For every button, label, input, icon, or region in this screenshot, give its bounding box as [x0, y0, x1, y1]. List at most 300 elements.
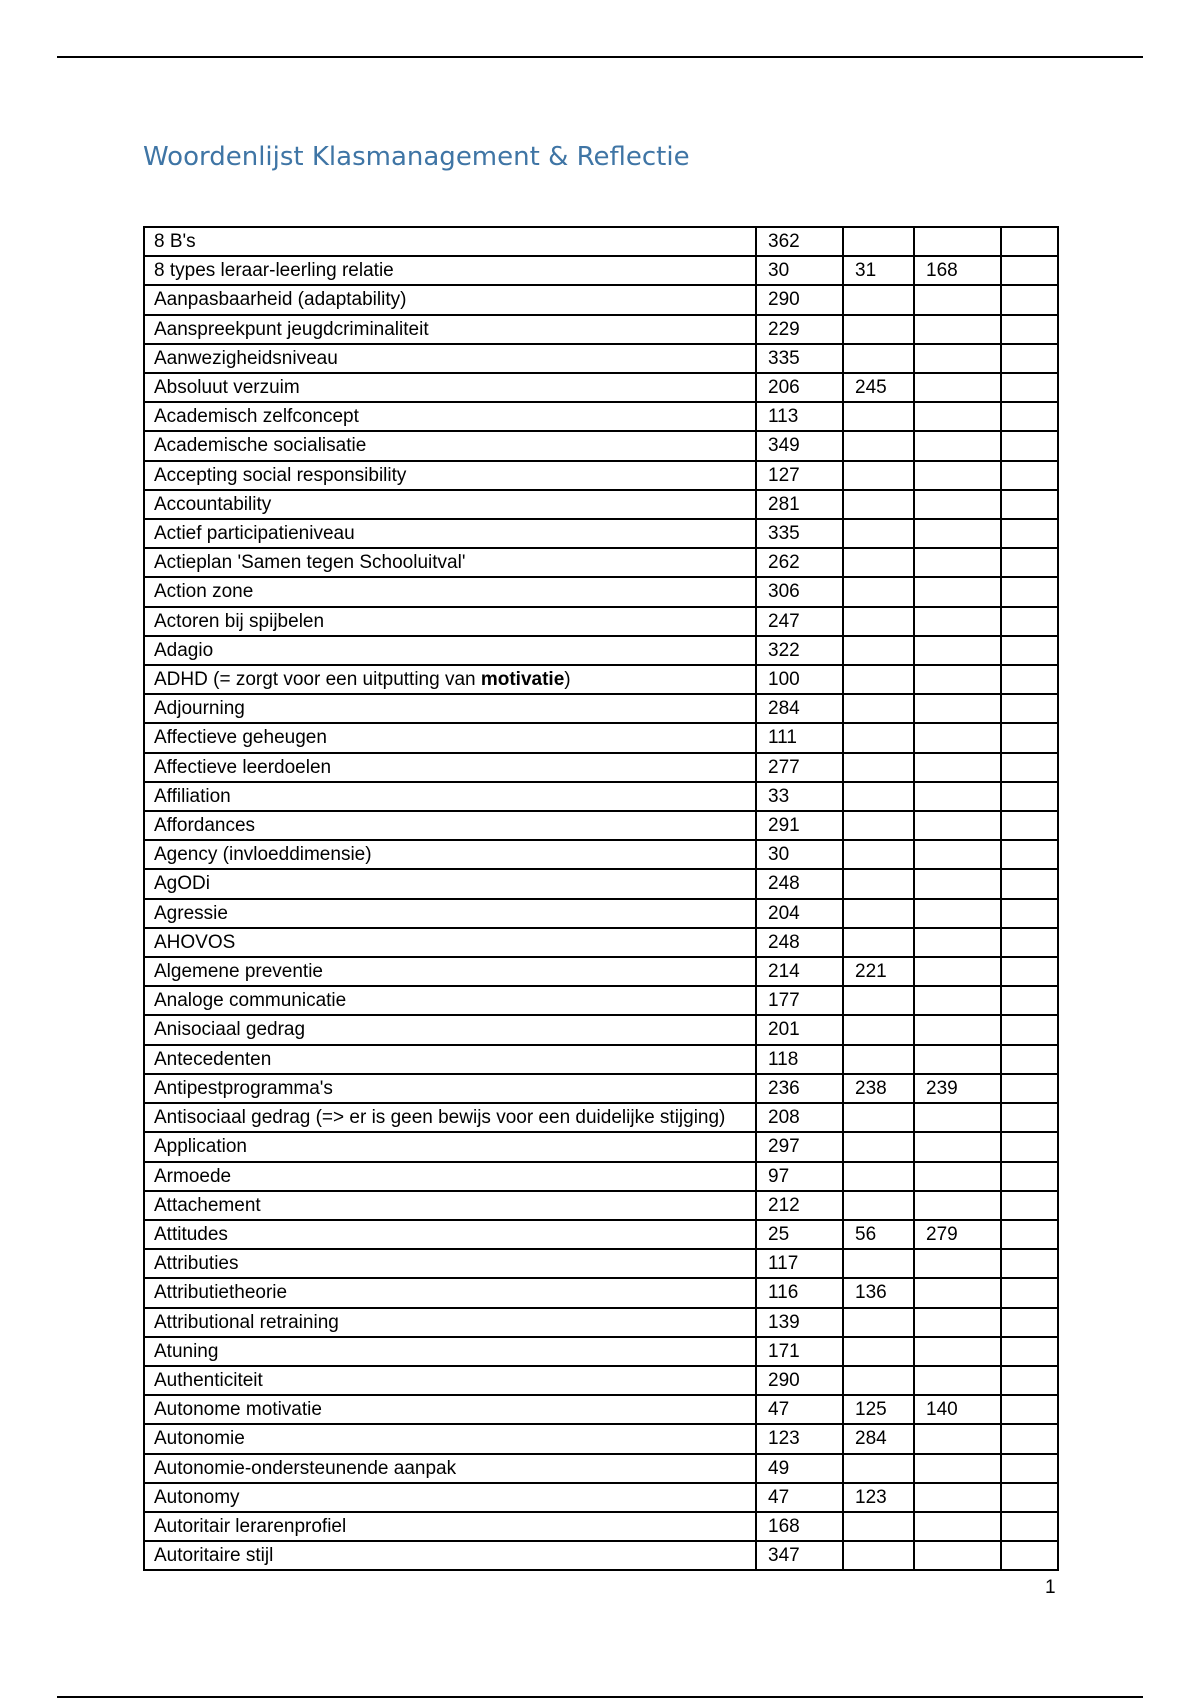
- page-ref-cell: [843, 1162, 914, 1191]
- page-ref-cell: 30: [756, 256, 843, 285]
- term-cell: [144, 986, 756, 1015]
- page-ref-cell: [1001, 1395, 1058, 1424]
- page-ref-cell: [1001, 548, 1058, 577]
- page-ref-cell: [1001, 577, 1058, 606]
- page-ref-cell: [843, 548, 914, 577]
- page-ref-cell: [914, 1132, 1001, 1161]
- term-text: Autonomie-ondersteunende aanpak: [154, 1457, 457, 1479]
- table-row: [144, 1162, 1058, 1191]
- page-ref-cell: [1001, 1512, 1058, 1541]
- term-cell: [144, 1220, 756, 1249]
- page-ref-cell: [843, 811, 914, 840]
- page-ref-cell: [914, 1483, 1001, 1512]
- page-ref-cell: [1001, 1308, 1058, 1337]
- page-ref-cell: 33: [756, 782, 843, 811]
- page-ref-cell: 279: [914, 1220, 1001, 1249]
- page-ref-cell: [1001, 723, 1058, 752]
- page-ref-cell: [843, 840, 914, 869]
- page-ref-cell: [914, 840, 1001, 869]
- page-ref-cell: 229: [756, 315, 843, 344]
- term-cell: [144, 373, 756, 402]
- term-cell: [144, 899, 756, 928]
- page-ref-cell: [1001, 1454, 1058, 1483]
- term-text: Antipestprogramma's: [154, 1077, 333, 1099]
- page-ref-cell: 100: [756, 665, 843, 694]
- table-row: [144, 1249, 1058, 1278]
- page-ref-cell: [1001, 1103, 1058, 1132]
- term-cell: [144, 461, 756, 490]
- page-ref-cell: 113: [756, 402, 843, 431]
- page-ref-cell: [914, 1337, 1001, 1366]
- term-cell: [144, 1162, 756, 1191]
- table-row: [144, 694, 1058, 723]
- page-ref-cell: [843, 402, 914, 431]
- page-ref-cell: [914, 519, 1001, 548]
- term-text: Actieplan 'Samen tegen Schooluitval': [154, 552, 466, 574]
- page-ref-cell: [1001, 490, 1058, 519]
- term-text: Attributies: [154, 1253, 239, 1275]
- page-ref-cell: [914, 402, 1001, 431]
- page-ref-cell: 127: [756, 461, 843, 490]
- term-cell: [144, 1015, 756, 1044]
- term-text-suffix: ): [564, 669, 571, 691]
- page-ref-cell: [1001, 1541, 1058, 1570]
- table-row: [144, 1074, 1058, 1103]
- table-row: [144, 1395, 1058, 1424]
- page-ref-cell: [914, 1103, 1001, 1132]
- table-row: [144, 1337, 1058, 1366]
- page-ref-cell: [843, 782, 914, 811]
- page-ref-cell: [914, 1512, 1001, 1541]
- term-text: Affiliation: [154, 785, 231, 807]
- page-ref-cell: 47: [756, 1483, 843, 1512]
- page-ref-cell: [843, 519, 914, 548]
- page-ref-cell: [843, 285, 914, 314]
- term-cell: [144, 1337, 756, 1366]
- page-ref-cell: 140: [914, 1395, 1001, 1424]
- page-ref-cell: 123: [843, 1483, 914, 1512]
- page-ref-cell: 168: [914, 256, 1001, 285]
- page-ref-cell: [914, 1366, 1001, 1395]
- page-ref-cell: [914, 344, 1001, 373]
- term-text: Affordances: [154, 815, 256, 837]
- page-ref-cell: [914, 986, 1001, 1015]
- page-ref-cell: 204: [756, 899, 843, 928]
- page-ref-cell: 362: [756, 227, 843, 256]
- term-text: 8 B's: [154, 231, 196, 252]
- table-row: [144, 986, 1058, 1015]
- term-cell: [144, 1074, 756, 1103]
- page-ref-cell: [1001, 1191, 1058, 1220]
- page-ref-cell: 201: [756, 1015, 843, 1044]
- page-ref-cell: [1001, 1337, 1058, 1366]
- table-row: [144, 577, 1058, 606]
- table-row: [144, 665, 1058, 694]
- term-text: AHOVOS: [154, 931, 236, 953]
- table-row: [144, 607, 1058, 636]
- page-ref-cell: 47: [756, 1395, 843, 1424]
- term-cell: [144, 723, 756, 752]
- table-row: [144, 461, 1058, 490]
- page-ref-cell: [843, 1015, 914, 1044]
- term-cell: [144, 1045, 756, 1074]
- page-ref-cell: [843, 607, 914, 636]
- table-row: [144, 1366, 1058, 1395]
- term-cell: [144, 256, 756, 285]
- term-cell: [144, 1308, 756, 1337]
- table-row: [144, 227, 1058, 256]
- page-ref-cell: [914, 577, 1001, 606]
- page-ref-cell: [843, 461, 914, 490]
- term-text: Academische socialisatie: [154, 435, 367, 457]
- table-row: [144, 373, 1058, 402]
- page-ref-cell: [914, 723, 1001, 752]
- page-ref-cell: 118: [756, 1045, 843, 1074]
- table-row: [144, 1512, 1058, 1541]
- page-ref-cell: 177: [756, 986, 843, 1015]
- term-text: Accepting social responsibility: [154, 464, 407, 486]
- term-cell: [144, 344, 756, 373]
- page-ref-cell: [914, 636, 1001, 665]
- term-cell: [144, 840, 756, 869]
- term-text: AgODi: [154, 873, 210, 895]
- term-text: Antisociaal gedrag (=> er is geen bewijs voor een duidelijke stijging): [154, 1107, 726, 1129]
- page-ref-cell: 214: [756, 957, 843, 986]
- term-cell: [144, 869, 756, 898]
- page-ref-cell: 248: [756, 869, 843, 898]
- term-text: Autoritaire stijl: [154, 1545, 274, 1567]
- page-ref-cell: [843, 928, 914, 957]
- term-cell: [144, 1424, 756, 1453]
- document-title: Woordenlijst Klasmanagement & Reflectie: [143, 142, 690, 172]
- table-row: [144, 1045, 1058, 1074]
- term-text: Accountability: [154, 493, 272, 515]
- page-ref-cell: [1001, 928, 1058, 957]
- glossary-table: [143, 226, 1059, 1571]
- term-text: Analoge communicatie: [154, 990, 347, 1012]
- table-row: [144, 519, 1058, 548]
- term-text: Autonomie: [154, 1428, 245, 1450]
- page-ref-cell: 49: [756, 1454, 843, 1483]
- page-ref-cell: 136: [843, 1278, 914, 1307]
- table-row: [144, 344, 1058, 373]
- page-ref-cell: [843, 431, 914, 460]
- page-ref-cell: 117: [756, 1249, 843, 1278]
- term-cell: [144, 1541, 756, 1570]
- page-ref-cell: [1001, 636, 1058, 665]
- page-ref-cell: [914, 548, 1001, 577]
- term-text: Academisch zelfconcept: [154, 406, 359, 428]
- table-row: [144, 1278, 1058, 1307]
- page-ref-cell: [843, 1103, 914, 1132]
- page-ref-cell: [1001, 1132, 1058, 1161]
- page-ref-cell: [914, 782, 1001, 811]
- term-text: Armoede: [154, 1165, 232, 1187]
- page-ref-cell: [1001, 1249, 1058, 1278]
- page-ref-cell: 25: [756, 1220, 843, 1249]
- term-text: Agency (invloeddimensie): [154, 844, 372, 866]
- term-cell: [144, 1278, 756, 1307]
- page-ref-cell: [914, 957, 1001, 986]
- term-text: Autonomy: [154, 1486, 240, 1508]
- term-text: Adagio: [154, 639, 214, 661]
- page-ref-cell: 306: [756, 577, 843, 606]
- page-ref-cell: [1001, 753, 1058, 782]
- page-ref-cell: [914, 1308, 1001, 1337]
- term-text: ADHD (= zorgt voor een uitputting van: [154, 669, 481, 691]
- page-ref-cell: [1001, 1278, 1058, 1307]
- term-text: Aanpasbaarheid (adaptability): [154, 289, 407, 311]
- page-ref-cell: 171: [756, 1337, 843, 1366]
- term-cell: [144, 1395, 756, 1424]
- page-ref-cell: [1001, 1366, 1058, 1395]
- term-text: Affectieve geheugen: [154, 727, 327, 749]
- page-ref-cell: 281: [756, 490, 843, 519]
- table-row: [144, 548, 1058, 577]
- page-ref-cell: [914, 1045, 1001, 1074]
- table-row: [144, 957, 1058, 986]
- table-row: [144, 1015, 1058, 1044]
- page-ref-cell: 31: [843, 256, 914, 285]
- page-ref-cell: [1001, 461, 1058, 490]
- table-row: [144, 256, 1058, 285]
- table-row: [144, 1220, 1058, 1249]
- page-ref-cell: [1001, 256, 1058, 285]
- table-row: [144, 723, 1058, 752]
- page-ref-cell: [1001, 957, 1058, 986]
- term-text: Aanspreekpunt jeugdcriminaliteit: [154, 318, 429, 340]
- page-ref-cell: [843, 344, 914, 373]
- page-ref-cell: [1001, 1045, 1058, 1074]
- page-number: 1: [1045, 1577, 1056, 1598]
- page-ref-cell: [843, 753, 914, 782]
- page-ref-cell: [914, 461, 1001, 490]
- page-ref-cell: [843, 636, 914, 665]
- term-text: Antecedenten: [154, 1048, 272, 1070]
- term-cell: [144, 1512, 756, 1541]
- page-ref-cell: 248: [756, 928, 843, 957]
- term-text: Aanwezigheidsniveau: [154, 347, 338, 369]
- page-ref-cell: 277: [756, 753, 843, 782]
- page-ref-cell: 208: [756, 1103, 843, 1132]
- term-cell: [144, 811, 756, 840]
- page-ref-cell: [843, 694, 914, 723]
- table-row: [144, 1483, 1058, 1512]
- term-cell: [144, 315, 756, 344]
- page-ref-cell: [1001, 1074, 1058, 1103]
- table-row: [144, 636, 1058, 665]
- term-cell: [144, 928, 756, 957]
- term-cell: [144, 782, 756, 811]
- table-row: [144, 1132, 1058, 1161]
- page-ref-cell: 262: [756, 548, 843, 577]
- page-ref-cell: 335: [756, 344, 843, 373]
- term-text: Anisociaal gedrag: [154, 1019, 306, 1041]
- page-ref-cell: [1001, 344, 1058, 373]
- page-ref-cell: 212: [756, 1191, 843, 1220]
- page-ref-cell: 139: [756, 1308, 843, 1337]
- page-ref-cell: 347: [756, 1541, 843, 1570]
- term-text: Actief participatieniveau: [154, 523, 355, 545]
- term-text: Attachement: [154, 1194, 261, 1216]
- page-ref-cell: [1001, 665, 1058, 694]
- term-cell: [144, 636, 756, 665]
- page-ref-cell: [1001, 811, 1058, 840]
- table-row: [144, 1424, 1058, 1453]
- page-ref-cell: [843, 1337, 914, 1366]
- page-ref-cell: [843, 315, 914, 344]
- page-ref-cell: [1001, 1483, 1058, 1512]
- page-ref-cell: [914, 315, 1001, 344]
- term-cell: [144, 402, 756, 431]
- page-ref-cell: 221: [843, 957, 914, 986]
- page-ref-cell: [914, 1454, 1001, 1483]
- page-ref-cell: [1001, 782, 1058, 811]
- table-row: [144, 928, 1058, 957]
- page-ref-cell: [914, 1191, 1001, 1220]
- table-row: [144, 1103, 1058, 1132]
- header-rule: [57, 56, 1143, 58]
- page-ref-cell: [843, 1541, 914, 1570]
- term-cell: [144, 607, 756, 636]
- page-ref-cell: [1001, 1015, 1058, 1044]
- table-row: [144, 285, 1058, 314]
- page-ref-cell: 290: [756, 1366, 843, 1395]
- table-row: [144, 1191, 1058, 1220]
- page-ref-cell: [914, 285, 1001, 314]
- footer-rule: [57, 1696, 1143, 1698]
- table-row: [144, 490, 1058, 519]
- page-ref-cell: 56: [843, 1220, 914, 1249]
- page-ref-cell: [843, 1249, 914, 1278]
- page-ref-cell: [843, 1045, 914, 1074]
- page-ref-cell: [1001, 285, 1058, 314]
- term-cell: [144, 694, 756, 723]
- page-ref-cell: [914, 1541, 1001, 1570]
- table-row: [144, 899, 1058, 928]
- table-row: [144, 782, 1058, 811]
- page-ref-cell: [1001, 694, 1058, 723]
- table-row: [144, 1541, 1058, 1570]
- page-ref-cell: 125: [843, 1395, 914, 1424]
- page-ref-cell: 206: [756, 373, 843, 402]
- page-ref-cell: [843, 490, 914, 519]
- page-ref-cell: [914, 811, 1001, 840]
- term-cell: [144, 665, 756, 694]
- page-ref-cell: [914, 1162, 1001, 1191]
- term-text: 8 types leraar-leerling relatie: [154, 260, 394, 282]
- term-cell: [144, 1366, 756, 1395]
- page-ref-cell: [843, 869, 914, 898]
- table-row: [144, 1454, 1058, 1483]
- term-text: Autonome motivatie: [154, 1399, 322, 1421]
- page-ref-cell: [1001, 431, 1058, 460]
- page-ref-cell: 168: [756, 1512, 843, 1541]
- term-text: Atuning: [154, 1340, 219, 1362]
- term-text: Actoren bij spijbelen: [154, 610, 325, 632]
- page-ref-cell: 349: [756, 431, 843, 460]
- term-cell: [144, 1454, 756, 1483]
- term-text: Attitudes: [154, 1223, 228, 1245]
- page-ref-cell: [843, 1308, 914, 1337]
- page-ref-cell: [1001, 402, 1058, 431]
- page-ref-cell: [914, 899, 1001, 928]
- page-ref-cell: 335: [756, 519, 843, 548]
- term-cell: [144, 1103, 756, 1132]
- term-cell: [144, 577, 756, 606]
- term-cell: [144, 1191, 756, 1220]
- page-ref-cell: [1001, 986, 1058, 1015]
- page-ref-cell: [914, 928, 1001, 957]
- page-ref-cell: [914, 373, 1001, 402]
- term-text: Authenticiteit: [154, 1369, 263, 1391]
- page-ref-cell: 111: [756, 723, 843, 752]
- page-ref-cell: [843, 899, 914, 928]
- page-ref-cell: [1001, 1220, 1058, 1249]
- term-cell: [144, 957, 756, 986]
- page-ref-cell: 290: [756, 285, 843, 314]
- page-ref-cell: 291: [756, 811, 843, 840]
- table-row: [144, 840, 1058, 869]
- page-ref-cell: 322: [756, 636, 843, 665]
- term-text: Autoritair lerarenprofiel: [154, 1515, 347, 1537]
- page-ref-cell: [1001, 519, 1058, 548]
- page-ref-cell: [914, 665, 1001, 694]
- page-ref-cell: [914, 694, 1001, 723]
- page-ref-cell: 284: [756, 694, 843, 723]
- page-ref-cell: 123: [756, 1424, 843, 1453]
- table-row: [144, 811, 1058, 840]
- page-ref-cell: 245: [843, 373, 914, 402]
- page-ref-cell: [1001, 607, 1058, 636]
- term-cell: [144, 1132, 756, 1161]
- term-cell: [144, 753, 756, 782]
- term-text: Algemene preventie: [154, 961, 323, 983]
- page-ref-cell: 30: [756, 840, 843, 869]
- term-cell: [144, 285, 756, 314]
- page-ref-cell: [914, 1424, 1001, 1453]
- term-cell: [144, 548, 756, 577]
- page-ref-cell: [914, 753, 1001, 782]
- page-ref-cell: [914, 607, 1001, 636]
- table-row: [144, 1308, 1058, 1337]
- term-text: Attributional retraining: [154, 1311, 339, 1333]
- term-cell: [144, 490, 756, 519]
- term-cell: [144, 1483, 756, 1512]
- page-ref-cell: [843, 986, 914, 1015]
- page-ref-cell: 97: [756, 1162, 843, 1191]
- page-ref-cell: [914, 490, 1001, 519]
- term-text: Attributietheorie: [154, 1282, 288, 1304]
- table-row: [144, 431, 1058, 460]
- page-ref-cell: [843, 227, 914, 256]
- page-ref-cell: [1001, 899, 1058, 928]
- page-ref-cell: [1001, 1424, 1058, 1453]
- table-row: [144, 869, 1058, 898]
- page-ref-cell: [1001, 1162, 1058, 1191]
- page-ref-cell: 236: [756, 1074, 843, 1103]
- page-ref-cell: [1001, 315, 1058, 344]
- page-ref-cell: [843, 665, 914, 694]
- term-bold-text: motivatie: [480, 669, 565, 691]
- page-ref-cell: [914, 1278, 1001, 1307]
- page-ref-cell: [914, 1015, 1001, 1044]
- term-cell: [144, 227, 756, 256]
- page-ref-cell: [914, 1249, 1001, 1278]
- page-ref-cell: [914, 869, 1001, 898]
- page-ref-cell: [843, 577, 914, 606]
- page-ref-cell: [843, 1512, 914, 1541]
